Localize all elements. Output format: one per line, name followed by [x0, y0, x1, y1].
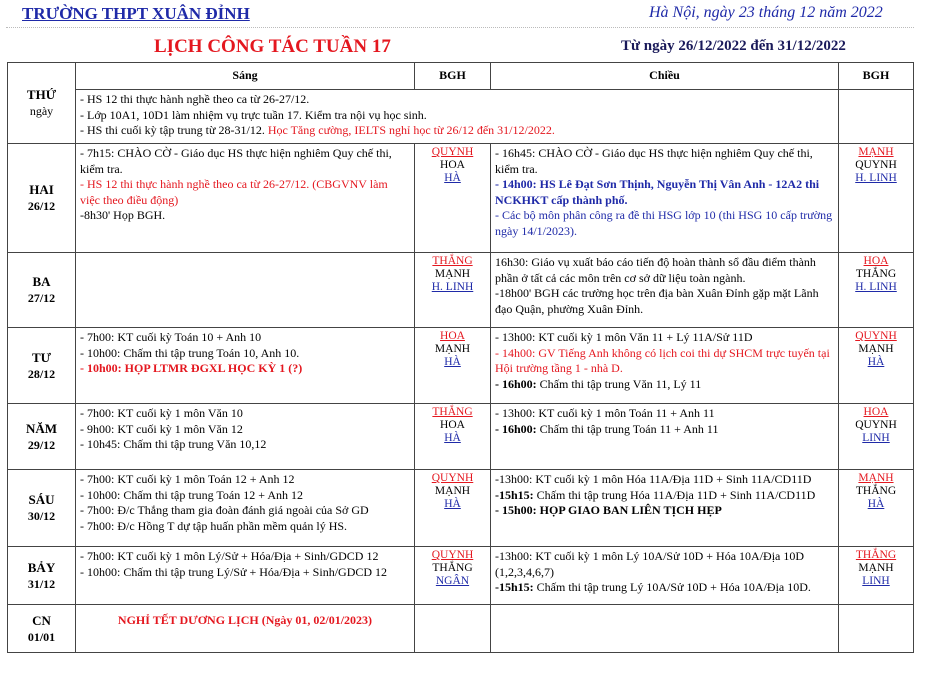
- bgh-lead: HOA: [440, 330, 465, 342]
- day-name: HAI: [29, 182, 54, 197]
- general-note: - Lớp 10A1, 10D1 làm nhiệm vụ trực tuần 17. Kiểm tra nội vụ học sinh.: [80, 107, 427, 122]
- day-row-friday: [8, 470, 914, 547]
- day-name: NĂM: [25, 420, 58, 436]
- day-row-sunday: [8, 605, 914, 653]
- schedule-item: - 7h00: Đ/c Hồng T dự tập huấn phần mềm quản lý HS.: [80, 518, 348, 533]
- general-row: [8, 90, 914, 144]
- bgh-lead: MẠNH: [858, 146, 894, 158]
- bgh-afternoon-cell: [839, 404, 914, 470]
- bgh-member-link: H. LINH: [431, 281, 474, 293]
- bgh-morning-cell: [415, 547, 491, 605]
- bgh-lead: QUYNH: [431, 472, 474, 484]
- day-cell: [8, 404, 76, 470]
- day-name: SÁU: [28, 492, 55, 507]
- bgh-member-link: HÀ: [444, 172, 461, 184]
- bgh-afternoon-cell: [839, 328, 914, 404]
- bgh-member: THẮNG: [855, 485, 897, 497]
- day-row-saturday: [8, 547, 914, 605]
- afternoon-cell: [491, 404, 839, 470]
- bgh-member: MẠNH: [858, 343, 894, 355]
- schedule-time: -15h15:: [495, 487, 534, 502]
- bgh-lead: THẮNG: [432, 255, 473, 267]
- bgh-member-link: HÀ: [444, 498, 461, 510]
- school-name: TRƯỜNG THPT XUÂN ĐỈNH: [22, 4, 250, 23]
- day-name: TƯ: [31, 349, 52, 365]
- day-cell: [8, 328, 76, 404]
- general-notes: [76, 90, 839, 144]
- header-divider: [6, 27, 914, 28]
- afternoon-cell: [491, 547, 839, 605]
- day-date: 26/12: [27, 199, 56, 213]
- bgh-afternoon-cell: [839, 470, 914, 547]
- day-row-tuesday: [8, 253, 914, 328]
- header-row: [8, 63, 914, 90]
- general-note: - HS 12 thi thực hành nghề theo ca từ 26-27/12.: [80, 92, 310, 106]
- bgh-member-link: LINH: [862, 575, 890, 587]
- bgh-lead: MẠNH: [858, 472, 894, 484]
- schedule-item: - 7h15: CHÀO CỜ - Giáo dục HS thực hiện nghiêm Quy chế thi, kiểm tra.: [80, 146, 392, 176]
- bgh-member-link: LINH: [862, 432, 890, 444]
- morning-cell: [76, 547, 415, 605]
- date-range: Từ ngày 26/12/2022 đến 31/12/2022: [621, 38, 846, 54]
- bgh-member: QUYNH: [855, 159, 897, 171]
- schedule-item: - HS 12 thi thực hành nghề theo ca từ 26-27/12. (CBGVNV làm việc theo điều động): [80, 177, 388, 207]
- general-afternoon: [839, 90, 914, 144]
- bgh-afternoon-cell: [839, 605, 914, 653]
- bgh-morning-cell: [415, 253, 491, 328]
- bgh-morning-cell: [415, 470, 491, 547]
- bgh-morning-header: BGH: [415, 63, 491, 90]
- morning-cell: [76, 328, 415, 404]
- schedule-item: - 7h00: Đ/c Thắng tham gia đoàn đánh giá ngoài của Sở GD: [80, 503, 369, 517]
- bgh-member-link: H. LINH: [855, 281, 897, 293]
- bgh-member: QUYNH: [855, 419, 897, 431]
- bgh-morning-cell: [415, 605, 491, 653]
- schedule-item: -13h00: KT cuối kỳ 1 môn Hóa 11A/Địa 11D + Sinh 11A/CD11D: [495, 472, 812, 486]
- afternoon-cell: [491, 328, 839, 404]
- day-cell: [8, 605, 76, 653]
- schedule-item: - 10h00: HỌP LTMR ĐGXL HỌC KỲ 1 (?): [80, 361, 303, 375]
- schedule-item: - 7h00: KT cuối kỳ 1 môn Văn 10: [80, 406, 243, 420]
- bgh-afternoon-cell: [839, 144, 914, 253]
- schedule-time: -15h15:: [495, 580, 534, 594]
- day-header-sub: ngày: [29, 104, 54, 118]
- bgh-lead: QUYNH: [855, 330, 897, 342]
- day-date: 29/12: [27, 437, 56, 452]
- day-cell: [8, 470, 76, 547]
- bgh-morning-cell: [415, 328, 491, 404]
- schedule-item: 16h30: Giáo vụ xuất báo cáo tiến độ hoàn thành sổ đầu điểm thành phần ở tất cả các môn trên cơ sở dữ liệu toàn ngành.: [495, 255, 816, 285]
- bgh-lead: HOA: [863, 406, 889, 418]
- schedule-item: - 10h00: Chấm thi tập trung Toán 12 + Anh 12: [80, 487, 304, 502]
- bgh-afternoon-cell: [839, 253, 914, 328]
- schedule-item: - 7h00: KT cuối kỳ Toán 10 + Anh 10: [80, 330, 262, 344]
- schedule-time: - 16h00:: [495, 376, 537, 391]
- day-cell: [8, 253, 76, 328]
- holiday-note: NGHỈ TẾT DƯƠNG LỊCH (Ngày 01, 02/01/2023): [76, 605, 415, 653]
- schedule-time: - 16h00:: [495, 421, 537, 436]
- schedule-item: -18h00' BGH các trường học trên địa bàn Xuân Đỉnh gặp mặt Lãnh đạo Quận, phường Xuân Đỉnh.: [495, 286, 819, 316]
- morning-cell: [76, 144, 415, 253]
- schedule-item: Chấm thi tập trung Toán 11 + Anh 11: [536, 421, 719, 436]
- day-name: BA: [32, 274, 51, 289]
- afternoon-cell: [491, 605, 839, 653]
- schedule-item: - 10h00: Chấm thi tập trung Lý/Sử + Hóa/Địa + Sinh/GDCD 12: [80, 564, 388, 579]
- bgh-member: HOA: [440, 419, 465, 431]
- schedule-item: - Các bộ môn phân công ra đề thi HSG lớp 10 (thi HSG 10 cấp trường ngày 14/1/2023).: [495, 208, 833, 238]
- day-date: 31/12: [27, 576, 56, 591]
- morning-header: Sáng: [76, 63, 415, 90]
- bgh-member-link: HÀ: [444, 356, 461, 368]
- schedule-item: Chấm thi tập trung Văn 11, Lý 11: [536, 376, 702, 391]
- day-date: 27/12: [27, 291, 56, 305]
- document-date: Hà Nội, ngày 23 tháng 12 năm 2022: [649, 4, 883, 21]
- day-cell: [8, 547, 76, 605]
- day-row-wednesday: [8, 328, 914, 404]
- schedule-item: -13h00: KT cuối kỳ 1 môn Lý 10A/Sử 10D + Hóa 10A/Địa 10D (1,2,3,4,6,7): [495, 549, 805, 579]
- schedule-table: [7, 62, 914, 653]
- schedule-item: - 7h00: KT cuối kỳ 1 môn Toán 12 + Anh 12: [80, 472, 295, 486]
- day-name: CN: [32, 612, 51, 628]
- day-name: BẢY: [27, 559, 56, 575]
- day-row-monday: [8, 144, 914, 253]
- schedule-item: Chấm thi tập trung Lý 10A/Sử 10D + Hóa 10A/Địa 10D.: [533, 580, 811, 594]
- schedule-item: - 16h45: CHÀO CỜ - Giáo dục HS thực hiện nghiêm Quy chế thi, kiểm tra.: [495, 146, 813, 176]
- bgh-member: MẠNH: [434, 343, 471, 355]
- schedule-item: - 7h00: KT cuối kỳ 1 môn Lý/Sử + Hóa/Địa + Sinh/GDCD 12: [80, 549, 379, 563]
- bgh-member-link: NGÂN: [435, 575, 470, 587]
- day-date: 30/12: [27, 509, 56, 523]
- bgh-member: MẠNH: [434, 485, 471, 497]
- schedule-item: - 15h00: HỌP GIAO BAN LIÊN TỊCH HẸP: [495, 503, 722, 517]
- bgh-lead: THẮNG: [432, 406, 473, 418]
- bgh-afternoon-header: BGH: [839, 63, 914, 90]
- schedule-item: -8h30' Họp BGH.: [80, 208, 166, 222]
- schedule-item: - 10h00: Chấm thi tập trung Toán 10, Anh 10.: [80, 345, 300, 360]
- day-date: 01/01: [27, 629, 56, 644]
- schedule-item: - 9h00: KT cuối kỳ 1 môn Văn 12: [80, 421, 243, 436]
- bgh-member: HOA: [440, 159, 465, 171]
- bgh-member: THẮNG: [432, 562, 473, 574]
- bgh-member: MẠNH: [858, 562, 894, 574]
- bgh-morning-cell: [415, 144, 491, 253]
- bgh-lead: QUYNH: [431, 146, 474, 158]
- afternoon-header: Chiều: [491, 63, 839, 90]
- morning-cell: [76, 404, 415, 470]
- bgh-member: THẮNG: [855, 268, 897, 280]
- bgh-lead: HOA: [863, 255, 889, 267]
- bgh-member-link: H. LINH: [855, 172, 897, 184]
- bgh-lead: QUYNH: [431, 549, 474, 561]
- schedule-item: - 13h00: KT cuối kỳ 1 môn Toán 11 + Anh 11: [495, 406, 715, 420]
- bgh-member-link: HÀ: [444, 432, 461, 444]
- page-title: LỊCH CÔNG TÁC TUẦN 17: [154, 36, 391, 57]
- day-cell: [8, 144, 76, 253]
- afternoon-cell: [491, 470, 839, 547]
- day-date: 28/12: [27, 366, 56, 381]
- morning-cell: [76, 253, 415, 328]
- bgh-afternoon-cell: [839, 547, 914, 605]
- afternoon-cell: [491, 144, 839, 253]
- schedule-item: - 13h00: KT cuối kỳ 1 môn Văn 11 + Lý 11A/Sử 11D: [495, 330, 753, 344]
- bgh-member-link: HÀ: [867, 356, 885, 368]
- schedule-item: Chấm thi tập trung Hóa 11A/Địa 11D + Sinh 11A/CD11D: [533, 487, 816, 502]
- general-note: - HS thi cuối kỳ tập trung từ 28-31/12.: [80, 123, 265, 137]
- schedule-item: - 14h00: GV Tiếng Anh không có lịch coi thi dự SHCM trực tuyến tại Hội trường tầng 1 - nhà D.: [495, 345, 830, 375]
- day-column-header: [8, 63, 76, 144]
- day-row-thursday: [8, 404, 914, 470]
- schedule-item: - 10h45: Chấm thi tập trung Văn 10,12: [80, 437, 267, 451]
- bgh-lead: THẮNG: [855, 549, 897, 561]
- bgh-member: MẠNH: [434, 268, 471, 280]
- bgh-morning-cell: [415, 404, 491, 470]
- morning-cell: [76, 470, 415, 547]
- bgh-member-link: HÀ: [867, 498, 885, 510]
- day-header-label: THỨ: [26, 87, 57, 102]
- general-note-highlight: Học Tăng cường, IELTS nghỉ học từ 26/12 đến 31/12/2022.: [267, 123, 555, 137]
- afternoon-cell: [491, 253, 839, 328]
- schedule-item: - 14h00: HS Lê Đạt Sơn Thịnh, Nguyễn Thị Vân Anh - 12A2 thi NCKHKT cấp thành phố.: [495, 177, 820, 207]
